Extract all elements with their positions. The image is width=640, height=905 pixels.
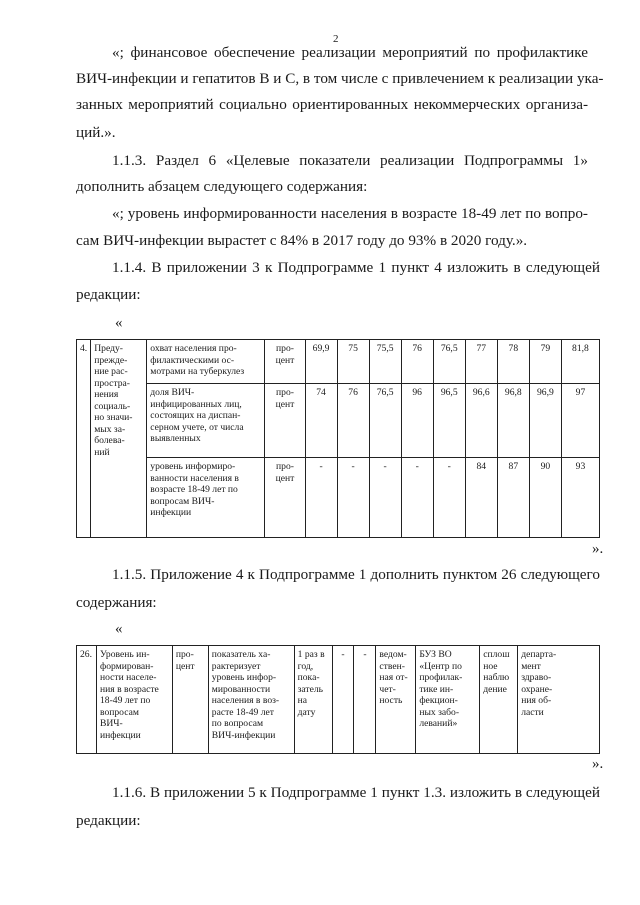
observation-cell: сплош ное наблю дение — [480, 646, 518, 754]
value-cell: 90 — [529, 458, 561, 538]
unit-cell: про- цент — [265, 458, 305, 538]
value-cell: 97 — [561, 384, 599, 458]
open-quote-2: « — [115, 621, 123, 637]
indicator-cell: доля ВИЧ- инфицированных лиц, состоящих на диспан- серном учете, от числа выявленных — [147, 384, 265, 458]
unit-cell: про- цент — [172, 646, 208, 754]
unit-cell: про- цент — [265, 340, 305, 384]
open-quote-1: « — [115, 315, 123, 331]
paragraph-3-line-2: сам ВИЧ-инфекции вырастет с 84% в 2017 году до 93% в 2020 году.». — [76, 232, 528, 249]
responsible-cell: департа- мент здраво- охране- ния об- ласти — [518, 646, 600, 754]
paragraph-4-line-1: 1.1.4. В приложении 3 к Подпрограмме 1 пункт 4 изложить в следующей — [112, 259, 600, 276]
value-cell: 74 — [305, 384, 337, 458]
paragraph-2-line-2: дополнить абзацем следующего содержания: — [76, 178, 368, 195]
value-cell: 81,8 — [561, 340, 599, 384]
paragraph-6-line-1: 1.1.6. В приложении 5 к Подпрограмме 1 пункт 1.3. изложить в следующей — [112, 784, 600, 801]
value-cell: 96,5 — [433, 384, 465, 458]
value-cell: 93 — [561, 458, 599, 538]
value-cell: 79 — [529, 340, 561, 384]
table-row — [77, 646, 600, 754]
indicator-cell: уровень информиро- ванности населения в возрасте 18-49 лет по вопросам ВИЧ- инфекции — [147, 458, 265, 538]
value-cell: 75,5 — [369, 340, 401, 384]
value-cell: - — [305, 458, 337, 538]
indicators-table — [76, 339, 600, 538]
periodicity-cell: 1 раз в год, пока- затель на дату — [294, 646, 332, 754]
value-cell: - — [337, 458, 369, 538]
value-cell: 84 — [465, 458, 497, 538]
value-cell: - — [369, 458, 401, 538]
method-cell: ведом- ствен- ная от- чет- ность — [376, 646, 416, 754]
value-cell: 78 — [497, 340, 529, 384]
item-number: 26. — [77, 646, 97, 754]
indicator-cell: охват населения про- филактическими ос- мотрами на туберкулез — [147, 340, 265, 384]
table-row — [77, 384, 600, 458]
paragraph-5-line-2: содержания: — [76, 594, 157, 611]
item-number: 4. — [77, 340, 91, 538]
value-cell: 96,6 — [465, 384, 497, 458]
dash-cell: - — [354, 646, 376, 754]
paragraph-2-line-1: 1.1.3. Раздел 6 «Целевые показатели реализации Подпрограммы 1» — [112, 152, 588, 169]
paragraph-1-line-4: ций.». — [76, 124, 116, 141]
paragraph-1-line-3: занных мероприятий социально ориентированных некоммерческих организа- — [76, 96, 588, 113]
paragraph-5-line-1: 1.1.5. Приложение 4 к Подпрограмме 1 дополнить пунктом 26 следующего — [112, 566, 600, 583]
value-cell: 77 — [465, 340, 497, 384]
table-row — [77, 340, 600, 384]
value-cell: 87 — [497, 458, 529, 538]
paragraph-1-line-2: ВИЧ-инфекции и гепатитов В и С, в том числе с привлечением к реализации ука- — [76, 70, 604, 87]
value-cell: 96,8 — [497, 384, 529, 458]
value-cell: 69,9 — [305, 340, 337, 384]
paragraph-3-line-1: «; уровень информированности населения в возрасте 18-49 лет по вопро- — [112, 205, 588, 222]
measurement-table — [76, 645, 600, 754]
value-cell: 76 — [337, 384, 369, 458]
value-cell: 96,9 — [529, 384, 561, 458]
dash-cell: - — [332, 646, 354, 754]
close-quote-1: ». — [592, 541, 604, 557]
goal-cell: Преду- прежде- ние рас- простра- нения социаль- но значи- мых за- болева- ний — [91, 340, 147, 538]
source-cell: БУЗ ВО «Центр по профилак- тике ин- фекцион- ных забо- леваний» — [416, 646, 480, 754]
paragraph-6-line-2: редакции: — [76, 812, 141, 829]
value-cell: 76 — [401, 340, 433, 384]
value-cell: 96 — [401, 384, 433, 458]
table-row — [77, 458, 600, 538]
close-quote-2: ». — [592, 756, 604, 772]
value-cell: 76,5 — [369, 384, 401, 458]
paragraph-1-line-1: «; финансовое обеспечение реализации мероприятий по профилактике — [112, 44, 588, 61]
indicator-name-cell: Уровень ин- формирован- ности населе- ния в возрасте 18-49 лет по вопросам ВИЧ- инфекции — [96, 646, 172, 754]
value-cell: - — [433, 458, 465, 538]
unit-cell: про- цент — [265, 384, 305, 458]
paragraph-4-line-2: редакции: — [76, 286, 141, 303]
value-cell: 75 — [337, 340, 369, 384]
definition-cell: показатель ха- рактеризует уровень инфор- мированности населения в воз- расте 18-49 лет по вопросам ВИЧ-инфекции — [208, 646, 294, 754]
value-cell: 76,5 — [433, 340, 465, 384]
value-cell: - — [401, 458, 433, 538]
page-number: 2 — [333, 33, 339, 45]
